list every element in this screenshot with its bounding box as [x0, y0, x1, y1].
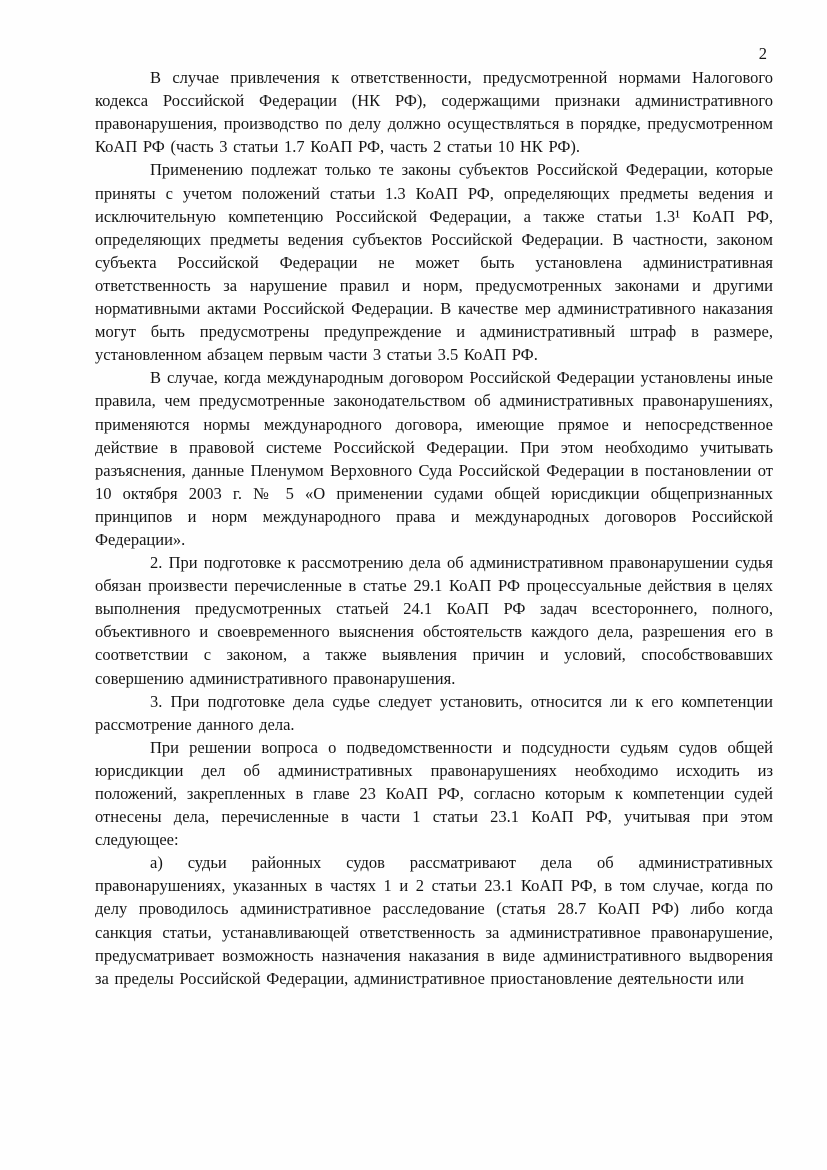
paragraph-international-treaty: В случае, когда международным договором Российской Федерации установлены иные правила, чем предусмотренные законодательством об административных правонарушениях, применяются нормы международного договора, имеющие прямое и непосредственное действие в правовой системе Российской Федерации. При этом необходимо учитывать разъяснения, данные Пленумом Верховного Суда Российской Федерации в постановлении от 10 октября 2003 г. № 5 «О применении судами общей юрисдикции общепризнанных принципов и норм международного права и международных договоров Российской Федерации». [95, 368, 773, 549]
paragraph-item-2: 2. При подготовке к рассмотрению дела об административном правонарушении судья обязан произвести перечисленные в статье 29.1 КоАП РФ процессуальные действия в целях выполнения предусмотренных статьей 24.1 КоАП РФ задач всестороннего, полного, объективного и своевременного выяснения обстоятельств каждого дела, разрешения его в соответствии с законом, а также выявления причин и условий, способствовавших совершению административного правонарушения. [95, 553, 773, 688]
paragraph-subject-laws: Применению подлежат только те законы субъектов Российской Федерации, которые приняты с учетом положений статьи 1.3 КоАП РФ, определяющих предметы ведения и исключительную компетенцию Российской Федерации, а также статьи 1.3¹ КоАП РФ, определяющих предметы ведения субъектов Российской Федерации. В частности, законом субъекта Российской Федерации не может быть установлена административная ответственность за нарушение правил и норм, предусмотренных законами и другими нормативными актами Российской Федерации. В качестве мер административного наказания могут быть предусмотрены предупреждение и административный штраф в размере, установленном абзацем первым части 3 статьи 3.5 КоАП РФ. [95, 160, 773, 365]
page-number: 2 [758, 44, 767, 63]
paragraph-item-a: а) судьи районных судов рассматривают дела об административных правонарушениях, указанных в частях 1 и 2 статьи 23.1 КоАП РФ, в том случае, когда по делу проводилось административное расследование (статья 28.7 КоАП РФ) либо когда санкция статьи, устанавливающей ответственность за административное правонарушение, предусматривает возможность назначения наказания в виде административного выдворения за пределы Российской Федерации, административное приостановление деятельности или [95, 853, 773, 988]
paragraph-item-3: 3. При подготовке дела судье следует установить, относится ли к его компетенции рассмотрение данного дела. [95, 691, 773, 734]
paragraph-tax-code: В случае привлечения к ответственности, предусмотренной нормами Налогового кодекса Российской Федерации (НК РФ), содержащими признаки административного правонарушения, производство по делу должно осуществляться в порядке, предусмотренном КоАП РФ (часть 3 статьи 1.7 КоАП РФ, часть 2 статьи 10 НК РФ). [95, 68, 773, 157]
paragraph-jurisdiction: При решении вопроса о подведомственности и подсудности судьям судов общей юрисдикции дел об административных правонарушениях необходимо исходить из положений, закрепленных в главе 23 КоАП РФ, согласно которым к компетенции судей отнесены дела, перечисленные в части 1 статьи 23.1 КоАП РФ, учитывая при этом следующее: [95, 737, 773, 850]
document-body [95, 66, 773, 990]
